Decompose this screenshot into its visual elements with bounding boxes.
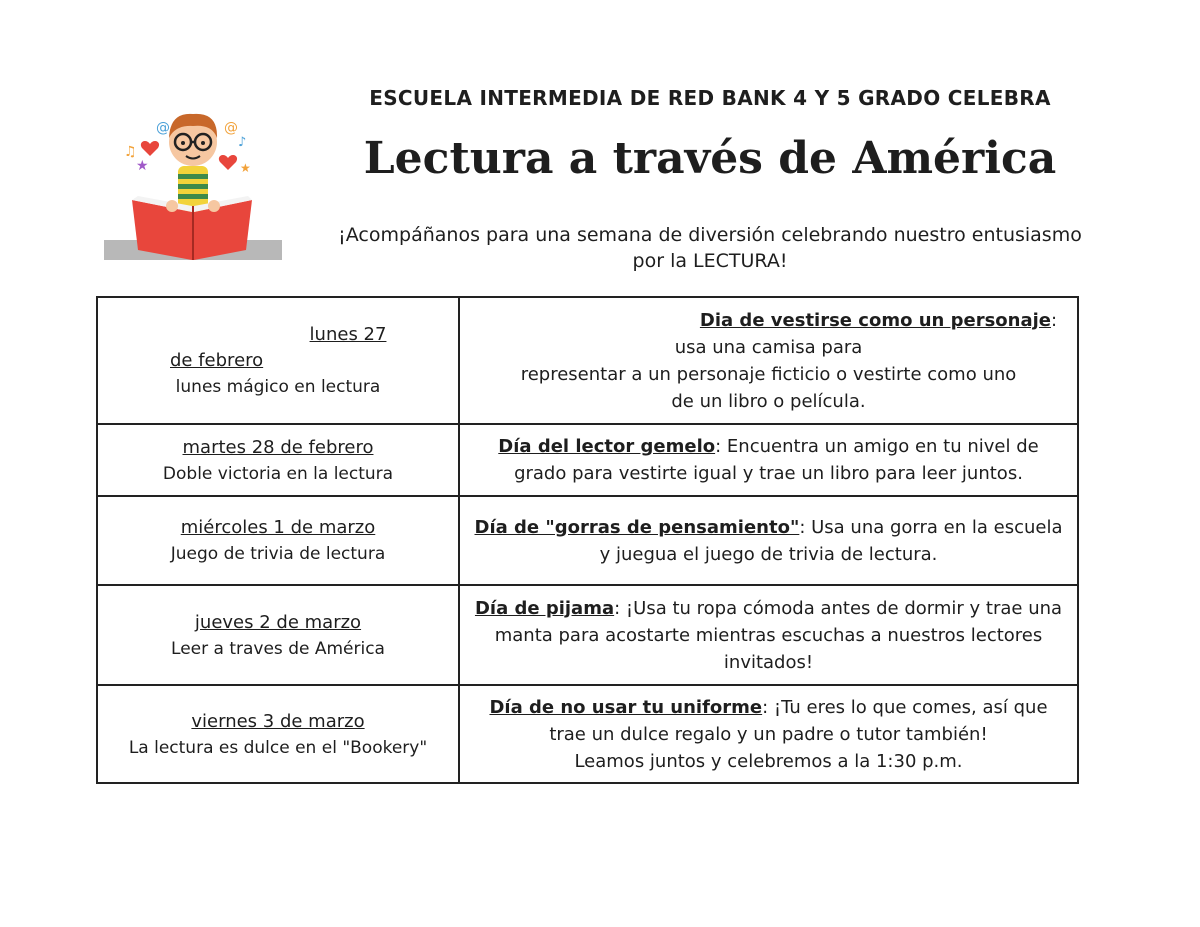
date-label: martes 28 de febrero — [182, 436, 374, 458]
activity-cell: Día del lector gemelo: Encuentra un amigo en tu nivel de grado para vestirte igual y trae un libro para leer juntos. — [459, 424, 1078, 496]
activity-name: Día de "gorras de pensamiento" — [474, 516, 800, 538]
boy-reading-book-illustration — [100, 100, 285, 265]
activity-text: ¡Usa tu ropa cómoda antes de dormir y trae una manta para acostarte mientras escuchas a nuestros lectores invitados! — [494, 597, 1063, 673]
activity-name: Día de pijama — [474, 597, 615, 619]
day-cell — [97, 585, 459, 685]
theme-label: Doble victoria en la lectura — [162, 463, 394, 484]
swirl-icon: @ — [156, 120, 170, 136]
school-heading: ESCUELA INTERMEDIA DE RED BANK 4 Y 5 GRADO CELEBRA — [369, 86, 1051, 110]
activity-text: ¡Tu eres lo que comes, así que trae un dulce regalo y un padre o tutor también! — [549, 696, 1048, 745]
activity-name: Día de no usar tu uniforme — [489, 696, 763, 718]
activity-extra: Leamos juntos y celebremos a la 1:30 p.m. — [574, 750, 963, 772]
activity-cell: Día de no usar tu uniforme: ¡Tu eres lo que comes, así que trae un dulce regalo y un padre o tutor también! Leamos juntos y celebremos a la 1:30 p.m. — [459, 685, 1078, 783]
activity-cell: Día de pijama: ¡Usa tu ropa cómoda antes de dormir y trae una manta para acostarte mientras escuchas a nuestros lectores invitados! — [459, 585, 1078, 685]
swirl-icon: @ — [224, 120, 238, 136]
music-note-icon: ♪ — [238, 135, 247, 150]
date-label: de febrero — [170, 349, 264, 371]
activity-line: usa una camisa para — [674, 336, 863, 358]
intro-text — [300, 222, 1120, 274]
table-row — [97, 424, 1078, 496]
day-cell — [97, 685, 459, 783]
activity-cell: Dia de vestirse como un personaje: usa una camisa para representar a un personaje ficticio o vestirte como uno de un libro o película. — [459, 297, 1078, 424]
theme-label: Leer a traves de América — [171, 638, 385, 659]
table-row — [97, 685, 1078, 783]
music-note-icon: ♫ — [124, 144, 137, 160]
activity-text: Usa una gorra en la escuela y juegua el juego de trivia de lectura. — [599, 516, 1063, 565]
activity-line: de un libro o película. — [671, 390, 866, 412]
date-label: miércoles 1 de marzo — [180, 517, 376, 538]
day-cell — [97, 496, 459, 585]
date-label: lunes 27 — [309, 323, 387, 345]
activity-name: Dia de vestirse como un personaje — [699, 309, 1051, 331]
table-row — [97, 585, 1078, 685]
page-title: Lectura a través de América — [363, 133, 1057, 184]
theme-label: La lectura es dulce en el "Bookery" — [128, 737, 428, 758]
activity-text: Encuentra un amigo en tu nivel de grado para vestirte igual y trae un libro para leer juntos. — [514, 436, 1039, 484]
heart-icon — [219, 155, 237, 170]
day-cell — [97, 297, 459, 424]
table-row — [97, 496, 1078, 585]
star-icon: ★ — [136, 158, 149, 174]
date-label: viernes 3 de marzo — [191, 710, 365, 732]
day-cell — [97, 424, 459, 496]
table-row — [97, 297, 1078, 424]
star-icon: ★ — [240, 161, 251, 175]
activity-cell: Día de "gorras de pensamiento": Usa una gorra en la escuela y juegua el juego de trivia de lectura. — [459, 496, 1078, 585]
date-label: jueves 2 de marzo — [194, 611, 362, 633]
activity-line: representar a un personaje ficticio o vestirte como uno — [520, 363, 1017, 385]
heart-icon — [141, 141, 159, 156]
intro-line-2: por la LECTURA! — [632, 250, 788, 272]
theme-label: Juego de trivia de lectura — [170, 544, 386, 564]
schedule-table — [96, 296, 1079, 784]
activity-name: Día del lector gemelo — [498, 436, 716, 457]
intro-line-1: ¡Acompáñanos para una semana de diversión celebrando nuestro entusiasmo — [338, 224, 1082, 246]
theme-label: lunes mágico en lectura — [175, 376, 381, 397]
